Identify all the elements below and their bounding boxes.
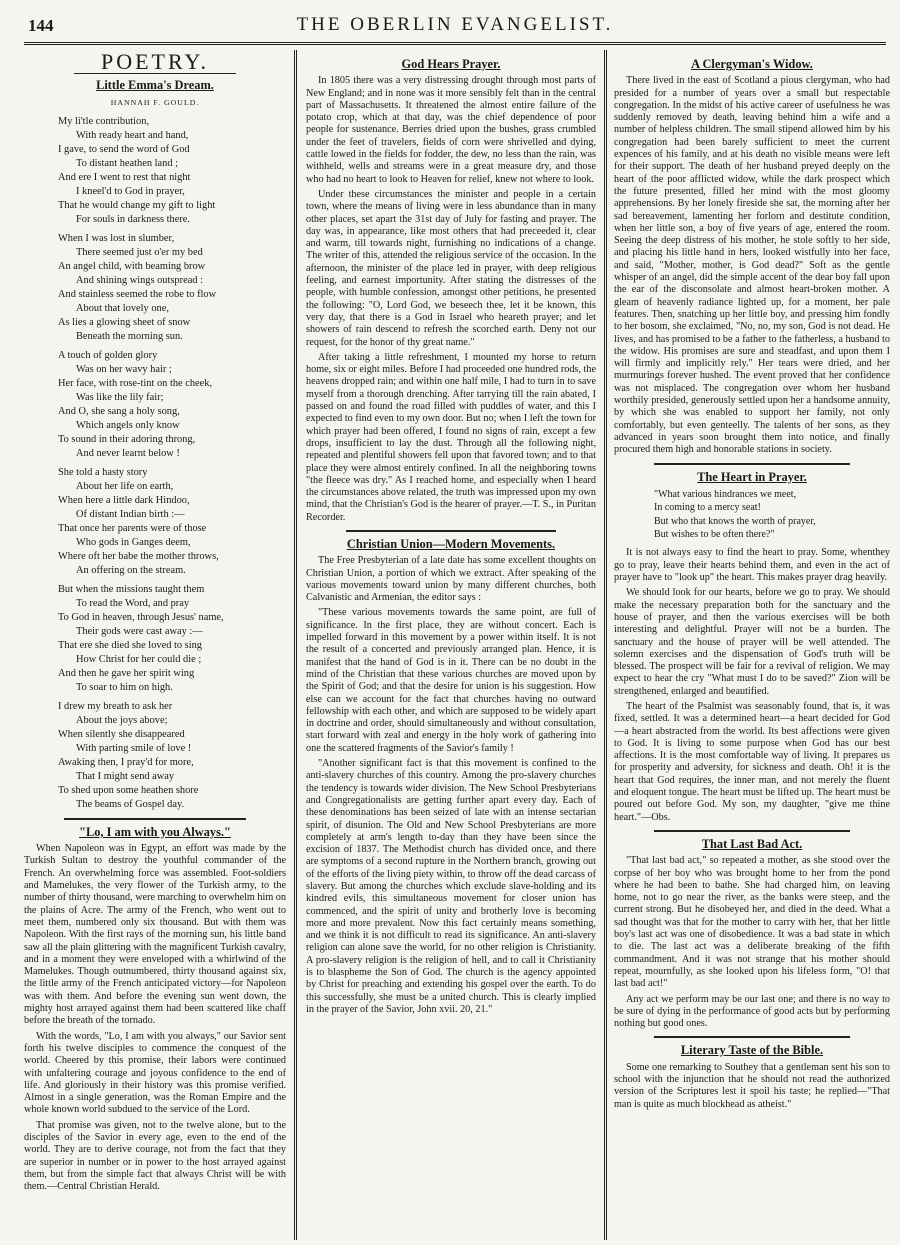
poem-line: But when the missions taught them (58, 583, 205, 595)
poem-line: About her life on earth, (76, 480, 174, 492)
page-number: 144 (28, 16, 54, 35)
poem-line: To God in heaven, through Jesus' name, (58, 611, 224, 623)
article-title: Christian Union—Modern Movements. (346, 536, 556, 551)
masthead (24, 4, 886, 46)
article-title: God Hears Prayer. (401, 57, 501, 71)
poem-line: A touch of golden glory (58, 349, 158, 361)
verse-line: But who that knows the worth of prayer, (654, 515, 816, 527)
article-paragraph: The heart of the Psalmist was seasonably found, that is, it was fixed, settled. It was a determined heart—a heart decided for God—a heart abstracted from the world. Its best affections were given to God. It is living to some purpose when God has our best affections. It is the most comfortable way of living. It prepares us for prosperity and adversity, for sickness and death. Oh! it is the heart that God requires, the inner man, and not merely the fluent and eloquent tongue. The heart must be lifted up. The heart must be poured out before God. My son, my daughter, "give me thine heart."—Obs. (614, 700, 890, 823)
poem-line: That I might send away (76, 770, 175, 782)
poem-line: When here a little dark Hindoo, (58, 494, 190, 506)
article-paragraph: When Napoleon was in Egypt, an effort was made by the Turkish Sultan to destroy the youthful commander of the French. An overwhelming force was assembled. Foot-soldiers and Mamelukes, the very flower of the Turkish army, to the number of thirty thousand, were marching to overwhelm him on the plains of Acre. The army of the French, who went out to meet them, numbered only six thousand. But with them was Napoleon. With the first rays of the morning sun, his little band saw all the plain glittering with the magnificent Turkish cavalry, and in a moment they were enveloped with a whirlwind of the Mamelukes. Though outnumbered, thirty thousand against six, the little army of the French anticipated victory—for Napoleon was with them. And before the evening sun went down, the mighty host arrayed against them had been scattered like chaff before the breath of the tornado. (24, 843, 286, 1027)
article-title: A Clergyman's Widow. (691, 57, 813, 71)
article-paragraph: That promise was given, not to the twelve alone, but to the disciples of the Savior in every age, even to the end of the world. They are to derive courage, not from the fact that they are superior in number or in power to the host arrayed against them, but from the simple fact that always Christ will be with them.—Central Christian Herald. (24, 1119, 286, 1193)
article-paragraph: After taking a little refreshment, I mounted my horse to return home, six or eight miles. Before I had proceeded one hundred rods, the heavens dropped rain; and within one half mile, I had to turn in to save myself from a thorough drenching. After tarrying till the rain abated, I passed on and found the road filled with puddles of water, and this I expected to find even to my own door. But no; when I left the town for which prayer had been offered, I found no signs of rain, except a few drops, insufficient to lay the dust. Through all the following night, repeated and plentiful showers fell upon that favored town; and to that place they were almost entirely confined. In all the neighboring towns "the fleece was dry." As I reached home, and especially when I heard the circumstances above related, the truth was impressed upon my own mind, that the Christian's God is the hearer of prayer.—T. S., in Puritan Recorder. (306, 351, 596, 523)
divider (654, 1036, 850, 1038)
poem-line: With ready heart and hand, (76, 129, 189, 141)
verse-line: "What various hindrances we meet, (654, 488, 797, 500)
poem-line: About that lovely one, (76, 302, 169, 314)
poem-line: I drew my breath to ask her (58, 700, 173, 712)
poem-stanza (58, 115, 286, 227)
poem-line: That once her parents were of those (58, 522, 207, 534)
poem-line: My li'tle contribution, (58, 115, 150, 127)
poem-line: Their gods were cast away :— (76, 625, 203, 637)
poem-line: To sound in their adoring throng, (58, 433, 196, 445)
poem-line: Where oft her babe the mother throws, (58, 550, 219, 562)
poem-line: Beneath the morning sun. (76, 330, 183, 342)
header-rule (24, 42, 886, 45)
article-paragraph: With the words, "Lo, I am with you always," our Savior sent forth his twelve disciples to commence the conquest of the world. Cheered by this promise, their labors were continued with unfaltering courage and joyous confidence to the end of life. And gloriously in their history was this promise verified. Almost in a single generation, was the Roman Empire and the whole known world subdued to the service of the Lord. (24, 1030, 286, 1116)
article-paragraph: There lived in the east of Scotland a pious clergyman, who had presided for a number of years over a small but respectable congregation. In the midst of his active career of usefulness he was suddenly removed by death, leaving behind him a wife and a number of helpless children. The small stipend allowed him by his congregation had been barely sufficient to meet the current expences of his family, and at his death no visible means were left for their support. The death of her husband preyed deeply on the heart of the poor afflicted widow, while the dark prospect which the future presented, filled her mind with the most gloomy apprehensions. By her lonely fireside she sat, the morning after her sad bereavement, lamenting her forlorn and destitute condition, when her little son, a boy of five years of age, entered the room. Seeing the deep distress of his mother, he stole softly to her side, and placing his little hand in hers, looked wistfully into her face, and said, "Mother, mother, is God dead?" Soft as the gentle whisper of an angel, did the simple accent of the dear boy fall upon the ear of the disconsolate and almost heart-broken mother. A gleam of heavenly radiance lighted up, for a moment, her pale features. Then, snatching up her little boy, and pressing him fondly to her bosom, she exclaimed, "No, no, my son, God is not dead. He lives, and has promised to be a father to the fatherless, a husband to the widow. His promises are sure and steadfast, and upon them I will firmly and implicitly rely." Her tears were dried, and her murmurings forever hushed. The event proved that her confidence was not misplaced. The congregation over whom her husband worthily presided, generously settled upon her a handsome annuity, by which she was enabled to support her family, not only comfortably, but even genteelly. The talents of her sons, as they advanced in years soon brought them into notice, and finally procured them high and honorable stations in society. (614, 75, 890, 456)
paper-title: THE OBERLIN EVANGELIST. (296, 14, 614, 35)
poem-line: There seemed just o'er my bed (76, 246, 203, 258)
poem-line: To read the Word, and pray (76, 597, 190, 609)
article-paragraph: In 1805 there was a very distressing drought through most parts of New England; and in none was it more sensibly felt than in the central part of Massachusetts. It threatened the almost entire failure of the potato crop, which at that day, was the chief dependence of poor people for sustenance. Berries dried upon the bushes, grass crumbled under the feet of travelers, fields of corn were shrivelled and dying, cattle lowed in the fields for fodder, the dew, no less than the rain, was withheld, wells and streams were in a great measure dry, and those who had no heart to look to Heaven for relief, knew not where to look. (306, 75, 596, 185)
poem-line: As lies a glowing sheet of snow (58, 316, 191, 328)
poem-line: The beams of Gospel day. (76, 798, 185, 810)
poem-stanza (58, 349, 286, 461)
poem-line: I kneel'd to God in prayer, (76, 185, 185, 197)
poem-line: Was on her wavy hair ; (76, 363, 172, 375)
poem-line: How Christ for her could die ; (76, 653, 202, 665)
article-paragraph: Some one remarking to Southey that a gentleman sent his son to school with the injunction that he should not read the authorized version of the Scriptures lest it spoil his taste; he replied—"That man is quite as much blockhead as atheist." (614, 1061, 890, 1110)
poem-line: Which angels only know (76, 419, 180, 431)
article-title: Literary Taste of the Bible. (680, 1043, 824, 1058)
verse-line: In coming to a mercy seat! (654, 502, 761, 514)
poem-line: And O, she sang a holy song, (58, 405, 180, 417)
section-title: POETRY. (100, 54, 209, 74)
article-paragraph: The Free Presbyterian of a late date has some excellent thoughts on Christian Union, a portion of which we extract. After speaking of the various movements toward union by many different churches, both Calvanistic and Armenian, the editor says : (306, 555, 596, 604)
column-middle (306, 54, 596, 1240)
poem-line: I gave, to send the word of God (58, 143, 190, 155)
column-divider (604, 50, 607, 1240)
column-left (24, 54, 286, 1240)
article-paragraph: Any act we perform may be our last one; and there is no way to be sure of dying in the performance of good acts but by performing nothing but good ones. (614, 993, 890, 1030)
article-paragraph: Under these circumstances the minister and people in a certain town, where the means of living were in less abundance than in many other places, set apart the 31st day of July for fasting and prayer. The day was, in appearance, like most others that had preceeded it, clear and warm, till towards night, furnishing no indications of a change. The writer of this, attended the religious service of the occasion. In the afternoon, the minister of the place led in prayer, with deep religious feeling, and earnest importunity. After stating the distresses of the people, with humble confession, amongst other petitions, he presented the following: "O, Lord God, we beseech thee, let it be known, this very day, that there is a God in Israel who heareth prayer; and let showers of rain descend to refresh the scorched earth. Deny not our request, for the honor of thy great name." (306, 188, 596, 348)
poem-author: HANNAH F. GOULD. (110, 97, 200, 107)
poem-line: That ere she died she loved to sing (58, 639, 202, 651)
poem-stanza (58, 583, 286, 695)
poem-body (24, 115, 286, 812)
poem-line: For souls in darkness there. (76, 213, 190, 225)
column-divider (294, 50, 297, 1240)
article-paragraph: We should look for our hearts, before we go to pray. We should make the necessary preparation both for the sanctuary and the house of prayer, and then the various exercises will be both interesting and delightful. Prayer will not be a burden. The sanctuary and the house of prayer will be well attended. The solemn exercises and the dispensation of God's truth will be blessed. The prospect will be fair for a revival of religion. We may expect to hear the cry "What must I do to be saved?" Zion will be strengthened, enlarged and beautified. (614, 587, 890, 697)
poem-line: Awaking then, I pray'd for more, (58, 756, 194, 768)
article-paragraph: "These various movements towards the same point, are full of significance. In the first place, they are without concert. Each is impelled forward in this movement by a power within itself. It is not the result of a concerted and previously arranged plan. Hence, it is manifest that the hand of God is in it. There can be no doubt in the mind of the Christian that these various churches are moved upon by the Spirit of God; and that the desire for union is his suggestion. How else can we account for the fact that churches having no outward fellowship with each other, and which are supposed to be widely apart in doctrine and order, should simultaneously and without consultation, start forward with zeal and energy in the holy work of gathering into one the scattered fragments of the Savior's family ! (306, 607, 596, 754)
poem-line: Was like the lily fair; (76, 391, 164, 403)
article-paragraph: "That last bad act," so repeated a mother, as she stood over the corpse of her boy who was brought home to her from the pond where he had been to bathe. She had charged him, on leaving home, not to go near the river, as the banks were steep, and the current strong. But he disobeyed her, and died in the deed. What a sad thought was that for the mother to carry with her, that her little boy's last act was one of disobedience. It was a bad state in which to die. The last act was a deliberate breaking of the fifth commandment. And it was not strange that his mother should repeat, mournfully, as she looked upon his lifeless form, "O! that last bad act!" (614, 855, 890, 990)
poem-line: And never learnt below ! (76, 447, 180, 459)
poem-line: Of distant Indian birth :— (76, 508, 185, 520)
divider (654, 463, 850, 465)
poem-line: When silently she disappeared (58, 728, 185, 740)
poem-stanza (58, 232, 286, 344)
poem-line: She told a hasty story (58, 466, 148, 478)
poem-line: An offering on the stream. (76, 564, 186, 576)
divider (64, 818, 246, 820)
poem-line: With parting smile of love ! (76, 742, 192, 754)
poem-stanza (58, 466, 286, 578)
column-right (614, 54, 890, 1240)
divider (346, 530, 556, 532)
poem-line: An angel child, with beaming brow (58, 260, 206, 272)
poem-line: Who gods in Ganges deem, (76, 536, 191, 548)
divider (654, 830, 850, 832)
article-title: That Last Bad Act. (701, 836, 803, 851)
poem-line: When I was lost in slumber, (58, 232, 175, 244)
poem-line: And shining wings outspread : (76, 274, 203, 286)
poem-line: To soar to him on high. (76, 681, 173, 693)
poem-title: Little Emma's Dream. (96, 78, 214, 93)
verse-quote (614, 488, 890, 542)
poem-line: To shed upon some heathen shore (58, 784, 199, 796)
poem-line: And ere I went to rest that night (58, 171, 191, 183)
article-paragraph: It is not always easy to find the heart to pray. Some, whenthey go to pray, leave their hearts behind them, and even in the act of prayer have to "look up" the heart. This makes prayer drag heavily. (614, 547, 890, 584)
poem-line: And then he gave her spirit wing (58, 667, 195, 679)
poem-line: To distant heathen land ; (76, 157, 178, 169)
poem-line: And stainless seemed the robe to flow (58, 288, 217, 300)
poem-stanza (58, 700, 286, 812)
poem-line: About the joys above; (76, 714, 168, 726)
verse-line: But wishes to be often there?" (654, 529, 775, 541)
poem-line: That he would change my gift to light (58, 199, 216, 211)
article-title: "Lo, I am with you Always." (79, 824, 231, 839)
article-title: The Heart in Prayer. (697, 469, 807, 484)
poem-line: Her face, with rose-tint on the cheek, (58, 377, 213, 389)
article-paragraph: "Another significant fact is that this movement is confined to the anti-slavery churches of this country. Among the pro-slavery churches the tendency is towards wider division. The New School Presbyterians and Congregationalists are getting further apart every day. Each of these denominations has been seized of late with an intense sectarian spirit, of disunion. The Old and New School Presbyterians are more completely at arm's length to-day than they have been since the excision of 1837. The Methodist church has divided once, and there are symptoms of a second rupture in the Northern branch, growing out of the efforts of the living piety within, to throw off the dead carcass of slavery. But among the churches which exclude slave-holding and its kindred evils, this simultaneous movement for closer union has commenced, and the spirit of unity and brotherly love is becoming more and more prevalent. Now this fact certainly means something, and we think it is not difficult to read its significance. An anti-slavery religion can alone save the world, for no other religion is Christianity. A pro-slavery religion is the religion of hell, and to call it Christianity is to blaspheme the Son of God. The church is the agency appointed by Christ for preaching and extending his gospel over the earth. To do this successfully, she must be a united church. This is clearly implied in the prayer of the Savior, John xvii. 20, 21." (306, 758, 596, 1015)
